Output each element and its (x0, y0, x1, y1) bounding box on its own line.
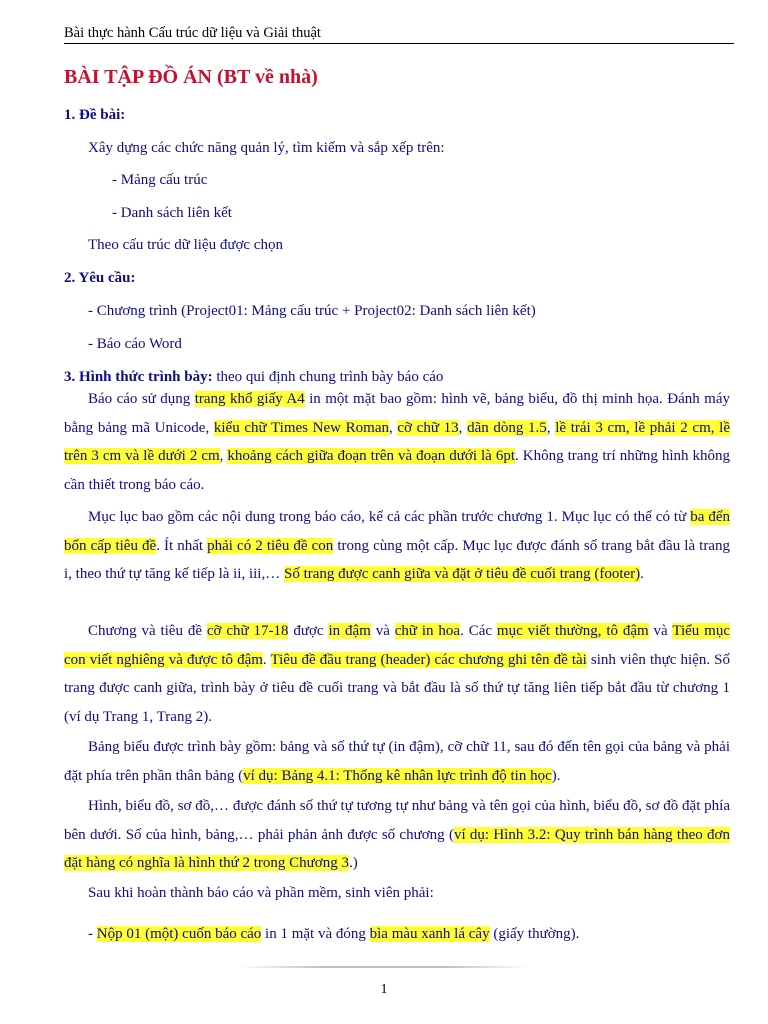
text-run: Báo cáo sử dụng (88, 391, 195, 407)
text-run: . Không trang trí những hình không cần thiết trong báo cáo. (64, 448, 731, 493)
text-run: , (546, 419, 556, 436)
text-run: Chương và tiêu đề (88, 623, 207, 639)
text-run: in 1 mặt và đóng (261, 926, 370, 942)
text-run: . Ít nhất (156, 537, 208, 554)
highlighted-text: dãn dòng 1.5 (467, 419, 547, 436)
highlighted-text: Tiểu mục con viết nghiêng và được tô đậm (64, 623, 730, 668)
highlighted-text: Tiêu đề đầu trang (header) các chương ghi tên đề tài (270, 651, 587, 668)
highlighted-text: Nộp 01 (một) cuốn báo cáo (96, 926, 262, 942)
section-2-item-1: - Chương trình (Project01: Mảng cấu trúc + Project02: Danh sách liên kết) (88, 303, 536, 319)
paragraph-submit (64, 920, 730, 949)
text-run: trong cùng một cấp. Mục lục được đánh số trang bắt đầu là trang i, theo thứ tự tăng kế tiếp là ii, iii,… (64, 537, 730, 582)
text-run: Hình, biểu đồ, sơ đồ,… được đánh số thứ tự tương tự như bảng và tên gọi của hình, biểu đồ, sơ đồ đặt phía bên dưới. Số của hình, bảng,… phải phản ảnh được số chương ( (64, 798, 730, 843)
highlighted-text: chữ in hoa (394, 623, 461, 639)
page-number: 1 (380, 982, 388, 997)
text-run: . Các (460, 623, 497, 639)
section-1-item-2: - Danh sách liên kết (112, 205, 232, 221)
section-1-intro: Xây dựng các chức năng quản lý, tìm kiếm và sắp xếp trên: (88, 140, 445, 156)
text-run: .) (349, 855, 358, 871)
highlighted-text: Số trang được canh giữa và đặt ở tiêu đề cuối trang (footer) (283, 566, 641, 582)
text-run: Bảng biểu được trình bày gồm: bảng và số thứ tự (in đậm), cỡ chữ 11, sau đó đến tên gọi của bảng và phải đặt phía trên phần thân bảng ( (64, 739, 730, 784)
paragraph-tables (64, 733, 730, 790)
paragraph-after-completion (64, 879, 730, 908)
text-run: Sau khi hoàn thành báo cáo và phần mềm, sinh viên phải: (88, 885, 434, 901)
highlighted-text: phải có 2 tiêu đề con (207, 537, 334, 554)
footer-divider (240, 966, 528, 968)
text-run: , (389, 419, 398, 436)
highlighted-text: ví dụ: Bảng 4.1: Thống kê nhân lực trình độ tin học (243, 767, 552, 784)
paragraph-format (64, 385, 730, 499)
text-run: . (262, 651, 271, 668)
highlighted-text: cỡ chữ 13 (397, 419, 459, 436)
section-2-item-2: - Báo cáo Word (88, 336, 182, 352)
text-run: - (88, 926, 97, 942)
text-run: sinh viên thực hiện. Số trang được canh giữa, trình bày ở tiêu đề cuối trang và bắt đầu là số thứ tự tăng liên tiếp bắt đầu từ chương 1 (ví dụ Trang 1, Trang 2). (64, 651, 730, 725)
text-run: ). (551, 767, 561, 784)
section-2-heading: 2. Yêu cầu: (64, 270, 136, 286)
highlighted-text: ví dụ: Hình 3.2: Quy trình bán hàng theo đơn đặt hàng có nghĩa là hình thứ 2 trong Chương 3 (64, 826, 730, 871)
highlighted-text: kiểu chữ Times New Roman (213, 419, 389, 436)
paragraph-figures (64, 792, 730, 878)
text-run: được (288, 623, 329, 639)
paragraph-toc (64, 503, 730, 589)
highlighted-text: khoảng cách giữa đoạn trên và đoạn dưới là 6pt (227, 448, 515, 464)
text-run: . (640, 566, 644, 582)
highlighted-text: cỡ chữ 17-18 (206, 623, 289, 639)
highlighted-text: trang khổ giấy A4 (194, 391, 305, 407)
document-title: BÀI TẬP ĐỒ ÁN (BT về nhà) (64, 66, 318, 88)
section-1-outro: Theo cấu trúc dữ liệu được chọn (88, 237, 283, 253)
highlighted-text: mục viết thường, tô đậm (496, 623, 649, 639)
text-run: và (370, 623, 395, 639)
paragraph-chapters (64, 617, 730, 731)
text-run: Mục lục bao gồm các nội dung trong báo cáo, kể cả các phần trước chương 1. Mục lục có thể có từ (88, 509, 691, 525)
section-1-heading: 1. Đề bài: (64, 107, 126, 123)
highlighted-text: lề trái 3 cm, lề phải 2 cm, lề trên 3 cm và lề dưới 2 cm (64, 419, 730, 464)
text-run: in một mặt bao gồm: hình vẽ, bảng biểu, đồ thị minh họa. Đánh máy bằng bảng mã Unicode, (64, 391, 730, 436)
text-run: và (648, 623, 673, 639)
section-1-item-1: - Mảng cấu trúc (112, 172, 208, 188)
section-3-heading: 3. Hình thức trình bày: (64, 369, 213, 385)
section-3-heading-line (64, 368, 443, 386)
highlighted-text: in đậm (328, 623, 371, 639)
page-header: Bài thực hành Cấu trúc dữ liệu và Giải thuật (64, 24, 734, 44)
section-3-heading-rest: theo qui định chung trình bày báo cáo (212, 369, 444, 385)
highlighted-text: bìa màu xanh lá cây (369, 926, 490, 942)
highlighted-text: ba đến bốn cấp tiêu đề (64, 509, 730, 554)
text-run: (giấy thường). (489, 926, 580, 942)
text-run: , (458, 419, 468, 436)
text-run: , (219, 448, 228, 464)
